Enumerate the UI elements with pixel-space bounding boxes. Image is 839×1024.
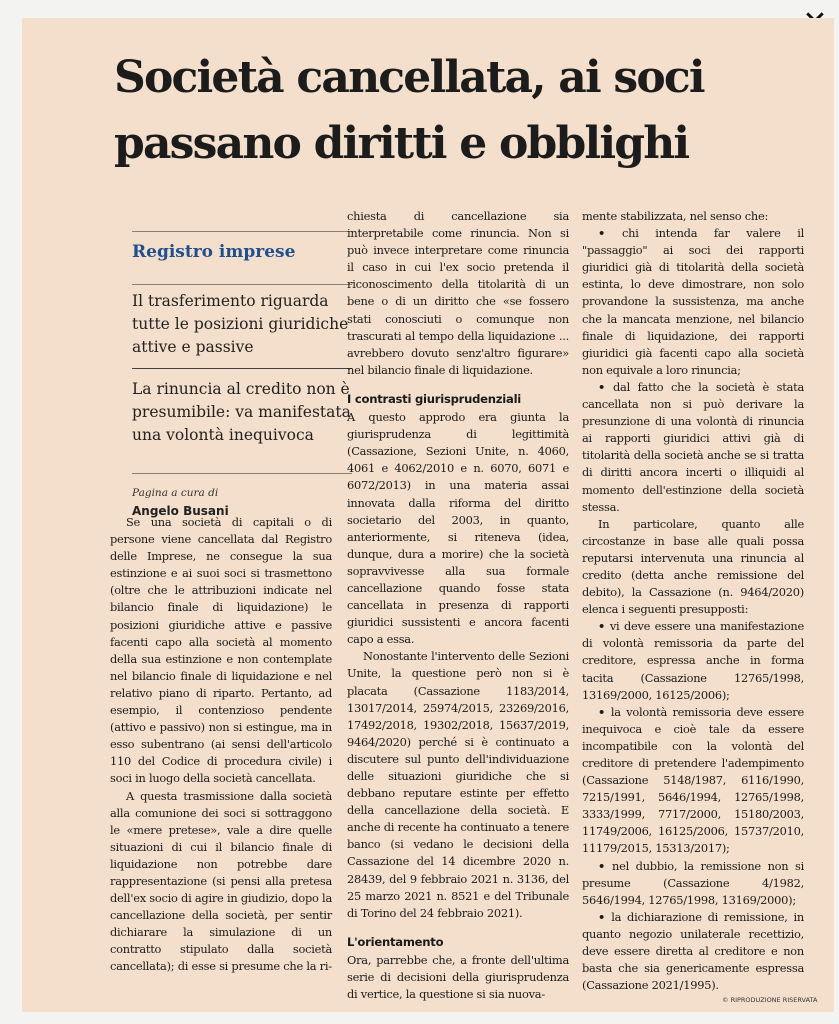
column2-paragraph: Ora, parrebbe che, a fronte dell'ultima serie di decisioni della giurisprudenza di vertice, la questione si sia nuova- <box>347 952 569 1002</box>
kicker-rule-top <box>132 231 352 232</box>
column3-paragraph: In particolare, quanto alle circostanze in base alle quali possa reputarsi intervenuta una rinuncia al credito (detta anche remissione del debito), la Cassazione (n. 9464/2020) elenca i seguenti presupposti: <box>582 516 804 617</box>
column2-intro: chiesta di cancellazione sia interpretabile come rinuncia. Non si può invece interpretare come rinuncia il caso in cui l'ex socio pretenda il riconoscimento della titolarità di un bene o di un diritto che «se fossero stati conosciuti o comunque non trascurati al tempo della liquidazione ... avrebbero dovuto senz'altro figurare» nel bilancio finale di liquidazione. <box>347 209 569 377</box>
section-kicker: Registro imprese <box>132 242 296 262</box>
deck-second: La rinuncia al credito non è presumibile: va manifestata una volontà inequivoca <box>132 380 351 444</box>
column2-paragraph: A questo approdo era giunta la giurisprudenza di legittimità (Cassazione, Sezioni Unite, n. 4060, 4061 e 4062/2010 e n. 6070, 6071 e 6072/2013) in una materia assai innovata dalla riforma del diritto societario del 2003, in quanto, anteriormente, si riteneva (idea, dunque, dura a morire) che la società sopravvivesse alla sua formale cancellazione quando fosse stata cancellata in presenza di rapporti giuridici sussistenti e ancora facenti capo a essa. <box>347 410 569 647</box>
list-item: • dal fatto che la società è stata cancellata non si può derivare la presunzione di una volontà di rinuncia ai rapporti giuridici attivi già di titolarità della società anche se si tratta di diritti ancora incerti o illiquidi al momento dell'estinzione della società stessa. <box>582 379 804 514</box>
bullet-icon: • <box>598 226 623 241</box>
byline-rule <box>132 473 352 474</box>
subhead-contrasti: I contrasti giurisprudenziali <box>347 391 522 406</box>
byline-label: Pagina a cura di <box>132 487 219 499</box>
list-item: • la volontà remissoria deve essere inequivoca e cioè tale da essere incompatibile con la volontà del creditore di pretendere l'adempimento (Cassazione 5148/1987, 6116/1990, 7215/1991, 5646/1994, 12765/1998, 3333/1999, 7717/2000, 15180/2003, 11749/2006, 16125/2006, 15737/2010, 11179/2015, 15313/2017); <box>582 704 804 856</box>
column2-paragraph: Nonostante l'intervento delle Sezioni Unite, la questione però non si è placata (Cassazione 1183/2014, 13017/2014, 25974/2015, 23269/2016, 17492/2018, 19302/2018, 15637/2019, 9464/2020) perché si è continuato a discutere sul punto dell'individuazione delle situazioni giuridiche che si debbano reputare estinte per effetto della cancellazione della società. E anche di recente ha continuato a tenere banco (si vedano le decisioni della Cassazione del 14 dicembre 2020 n. 28439, del 9 febbraio 2021 n. 3136, del 25 marzo 2021 n. 8521 e del Tribunale di Torino del 24 febbraio 2021). <box>347 649 569 920</box>
list-item: • vi deve essere una manifestazione di volontà remissoria da parte del creditore, espressa anche in forma tacita (Cassazione 12765/1998, 13169/2000, 16125/2006); <box>582 619 804 702</box>
copyright-note: © RIPRODUZIONE RISERVATA <box>722 996 818 1004</box>
column1-paragraph: Se una società di capitali o di persone viene cancellata dal Registro delle Imprese, ne consegue la sua estinzione e ai suoi soci si trasmettono (oltre che le attribuzioni indicate nel bilancio finale di liquidazione) le posizioni giuridiche attive e passive facenti capo alla società al momento della sua estinzione e non contemplate nel bilancio finale di liquidazione e nel relativo piano di riparto. Pertanto, ad esempio, il contenzioso pendente (attivo e passivo) non si estingue, ma in esso subentrano (ai sensi dell'articolo 110 del Codice di procedura civile) i soci in luogo della società cancellata. <box>110 515 332 786</box>
deck-first: Il trasferimento riguarda tutte le posizioni giuridiche attive e passive <box>132 292 349 356</box>
column1-paragraph: A questa trasmissione dalla società alla comunione dei soci si sottraggono le «mere pretese», vale a dire quelle situazioni di cui il bilancio finale di liquidazione non potrebbe dare rappresentazione (si pensi alla pretesa dell'ex socio di agire in giudizio, dopo la cancellazione della società, per sentir dichiarare la simulazione di un contratto stipulato dalla società cancellata); di esse si presume che la ri- <box>110 788 332 974</box>
kicker-rule-bottom <box>132 284 352 285</box>
subhead-orientamento: L'orientamento <box>347 934 444 949</box>
byline-author: Angelo Busani <box>132 504 229 518</box>
column3-intro: mente stabilizzata, nel senso che: <box>582 209 769 223</box>
bullet-icon: • <box>598 858 613 873</box>
deck-divider <box>132 368 352 369</box>
list-item: • nel dubbio, la remissione non si presume (Cassazione 4/1982, 5646/1994, 12765/1998, 13169/2000); <box>582 858 804 907</box>
bullet-icon: • <box>598 619 610 634</box>
article-column-1 <box>110 514 332 976</box>
list-item: • la dichiarazione di remissione, in quanto negozio unilaterale recettizio, deve essere diretta al creditore e non basta che sia genericamente espressa (Cassazione 2021/1995). <box>582 909 804 993</box>
list-item: • chi intenda far valere il "passaggio" ai soci dei rapporti giuridici già di titolarità della società estinta, lo deve dimostrare, non solo provandone la sussistenza, ma anche che la mancata menzione, nel bilancio finale di liquidazione, dei rapporti giuridici già facenti capo alla società non equivale a loro rinuncia; <box>582 226 804 377</box>
bullet-icon: • <box>598 379 613 394</box>
bullet-icon: • <box>598 909 612 924</box>
bullet-icon: • <box>598 704 611 719</box>
article-headline: Società cancellata, ai soci passano diritti e obblighi <box>114 52 704 169</box>
article-column-2 <box>347 208 569 1003</box>
article-column-3 <box>582 208 804 994</box>
newspaper-clipping <box>22 18 834 1012</box>
